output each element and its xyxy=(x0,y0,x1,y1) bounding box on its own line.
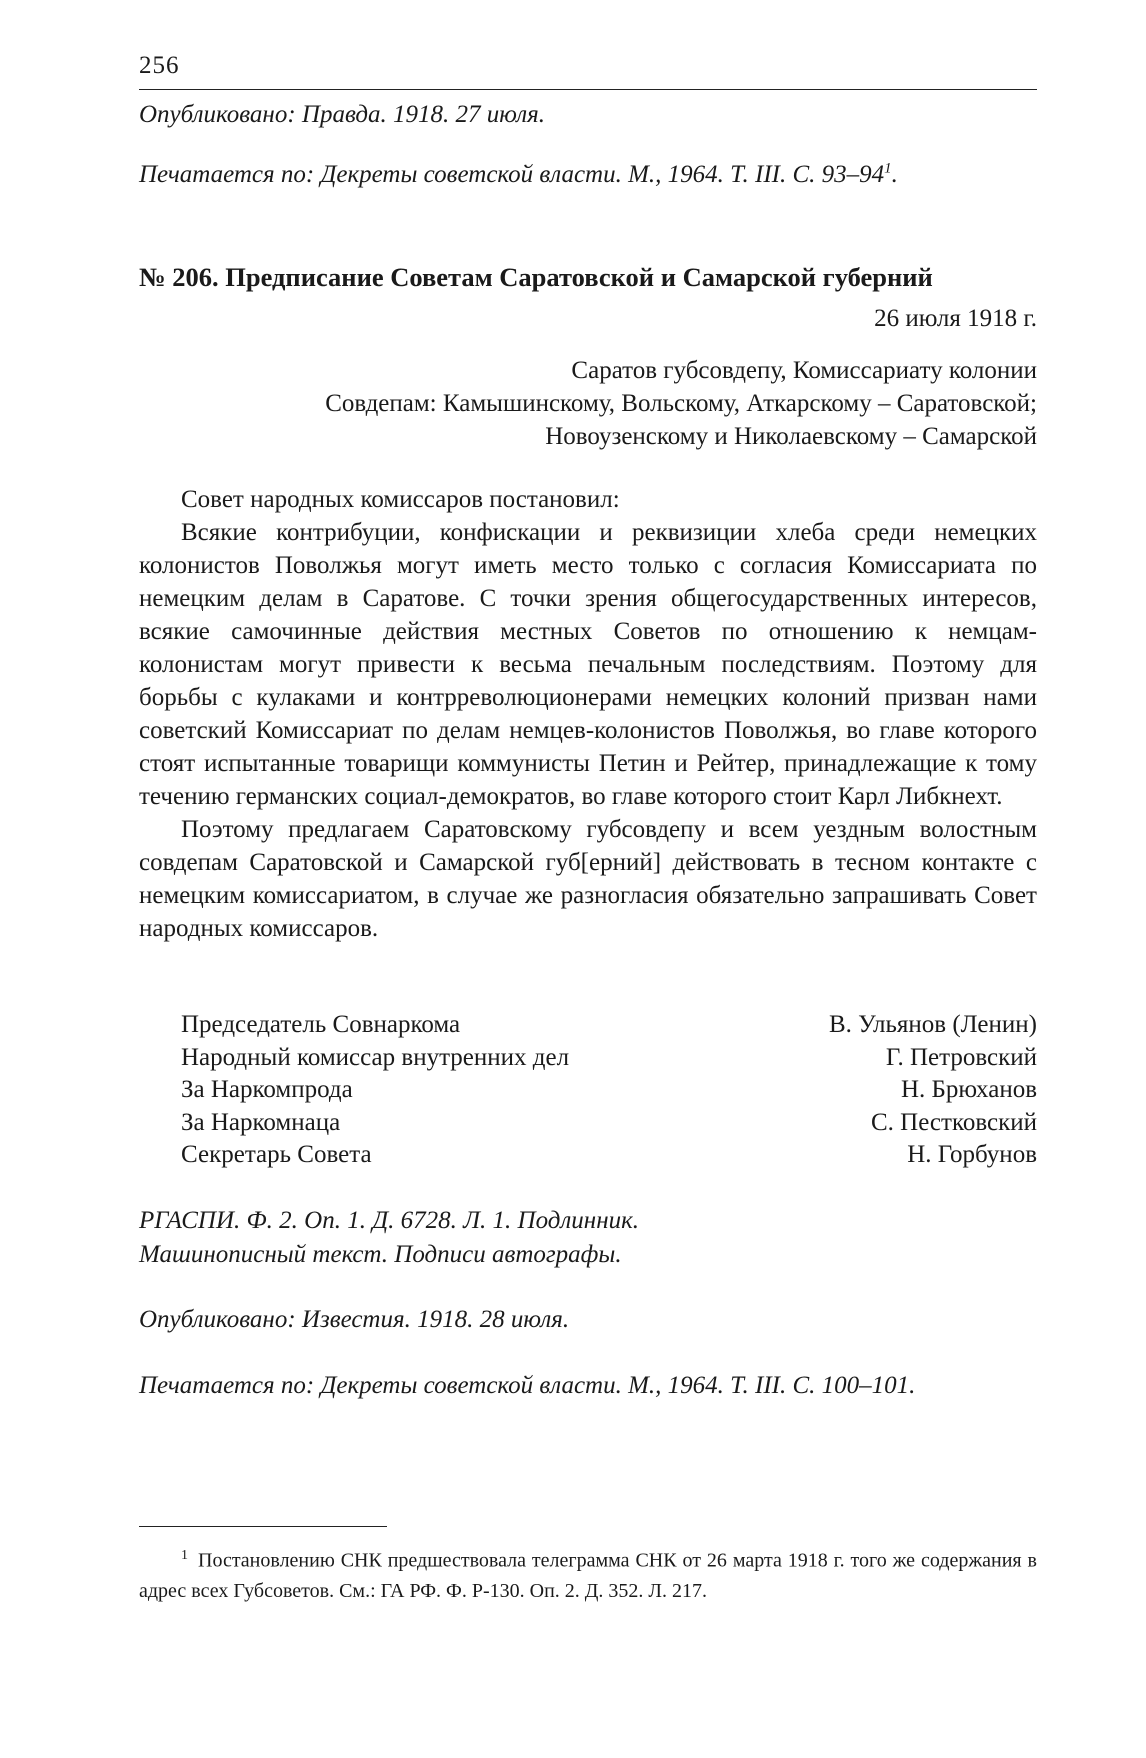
addressees xyxy=(325,354,1037,453)
signature-name: Г. Петровский xyxy=(885,1043,1037,1071)
archive-ref-line2: Машинописный текст. Подписи автографы. xyxy=(139,1241,622,1268)
addressee-line: Новоузенскому и Николаевскому – Самарской xyxy=(545,423,1037,450)
signature-name: В. Ульянов (Ленин) xyxy=(828,1011,1037,1038)
prev-printed-from-text: Печатается по: Декреты советской власти. М., 1964. Т. III. С. 93–94 xyxy=(139,161,885,188)
signature-row xyxy=(181,1009,1037,1042)
signature-role: За Наркомпрода xyxy=(181,1076,353,1103)
signature-role: Секретарь Совета xyxy=(181,1141,372,1168)
footnote-text: Постановлению СНК предшествовала телеграмма СНК от 26 марта 1918 г. того же содержания в адрес всех Губсоветов. См.: ГА РФ. Ф. Р-130. Оп. 2. Д. 352. Л. 217. xyxy=(139,1549,1037,1602)
signature-row xyxy=(181,1042,1037,1075)
document-title: № 206. Предписание Советам Саратовской и Самарской губерний xyxy=(139,262,933,292)
signature-row xyxy=(181,1139,1037,1172)
prev-printed-from xyxy=(139,158,898,192)
signatures xyxy=(181,1009,1037,1172)
archive-ref-line1: РГАСПИ. Ф. 2. Оп. 1. Д. 6728. Л. 1. Подлинник. xyxy=(139,1207,640,1234)
signature-role: За Наркомнаца xyxy=(181,1108,341,1136)
signature-role: Председатель Совнаркома xyxy=(181,1011,461,1038)
footnote-rule xyxy=(139,1526,387,1527)
footnote xyxy=(139,1541,1037,1606)
lead-line: Совет народных комиссаров постановил: xyxy=(181,486,620,513)
addressee-line: Совдепам: Камышинскому, Вольскому, Аткарскому – Саратовской; xyxy=(325,390,1037,417)
signature-row xyxy=(181,1074,1037,1107)
document-date: 26 июля 1918 г. xyxy=(874,305,1037,332)
prev-published: Опубликовано: Правда. 1918. 27 июля. xyxy=(139,101,546,128)
doc-published: Опубликовано: Известия. 1918. 28 июля. xyxy=(139,1306,570,1333)
document-page xyxy=(139,0,1037,1758)
footnote-ref: 1 xyxy=(884,160,892,177)
doc-printed-from: Печатается по: Декреты советской власти. М., 1964. Т. III. С. 100–101. xyxy=(139,1372,916,1399)
body-paragraph: Всякие контрибуции, конфискации и реквизиции хлеба среди немецких колонистов Поволжья могут иметь место только с согласия Комиссариата по немецким делам в Саратове. С точки зрения общегосударственных интересов, всякие самочинные действия местных Советов по отношению к немцам-колонистам могут привести к весьма печальным последствиям. Поэтому для борьбы с кулаками и контрреволюционерами немецких колоний призван нами советский Комиссариат по делам немцев-колонистов Поволжья, во главе которого стоят испытанные товарищи коммунисты Петин и Рейтер, принадлежащие к тому течению германских социал-демократов, во главе которого стоит Карл Либкнехт. xyxy=(139,519,1037,810)
signature-name: Н. Горбунов xyxy=(907,1141,1037,1168)
prev-printed-from-end: . xyxy=(891,161,898,188)
header-rule xyxy=(139,89,1037,90)
signature-name: С. Пестковский xyxy=(870,1108,1037,1136)
signature-row xyxy=(181,1107,1037,1140)
document-body xyxy=(139,483,1037,945)
addressee-line: Саратов губсовдепу, Комиссариату колонии xyxy=(571,357,1037,384)
page-number: 256 xyxy=(139,52,180,79)
signature-name: Н. Брюханов xyxy=(900,1076,1037,1103)
signature-role: Народный комиссар внутренних дел xyxy=(181,1043,570,1071)
body-paragraph: Поэтому предлагаем Саратовскому губсовдепу и всем уездным волостным совдепам Саратовской и Самарской губ[ерний] действовать в тесном контакте с немецким комиссариатом, в случае же разногласия обязательно запрашивать Совет народных комиссаров. xyxy=(139,816,1037,942)
footnote-mark: 1 xyxy=(181,1548,188,1563)
